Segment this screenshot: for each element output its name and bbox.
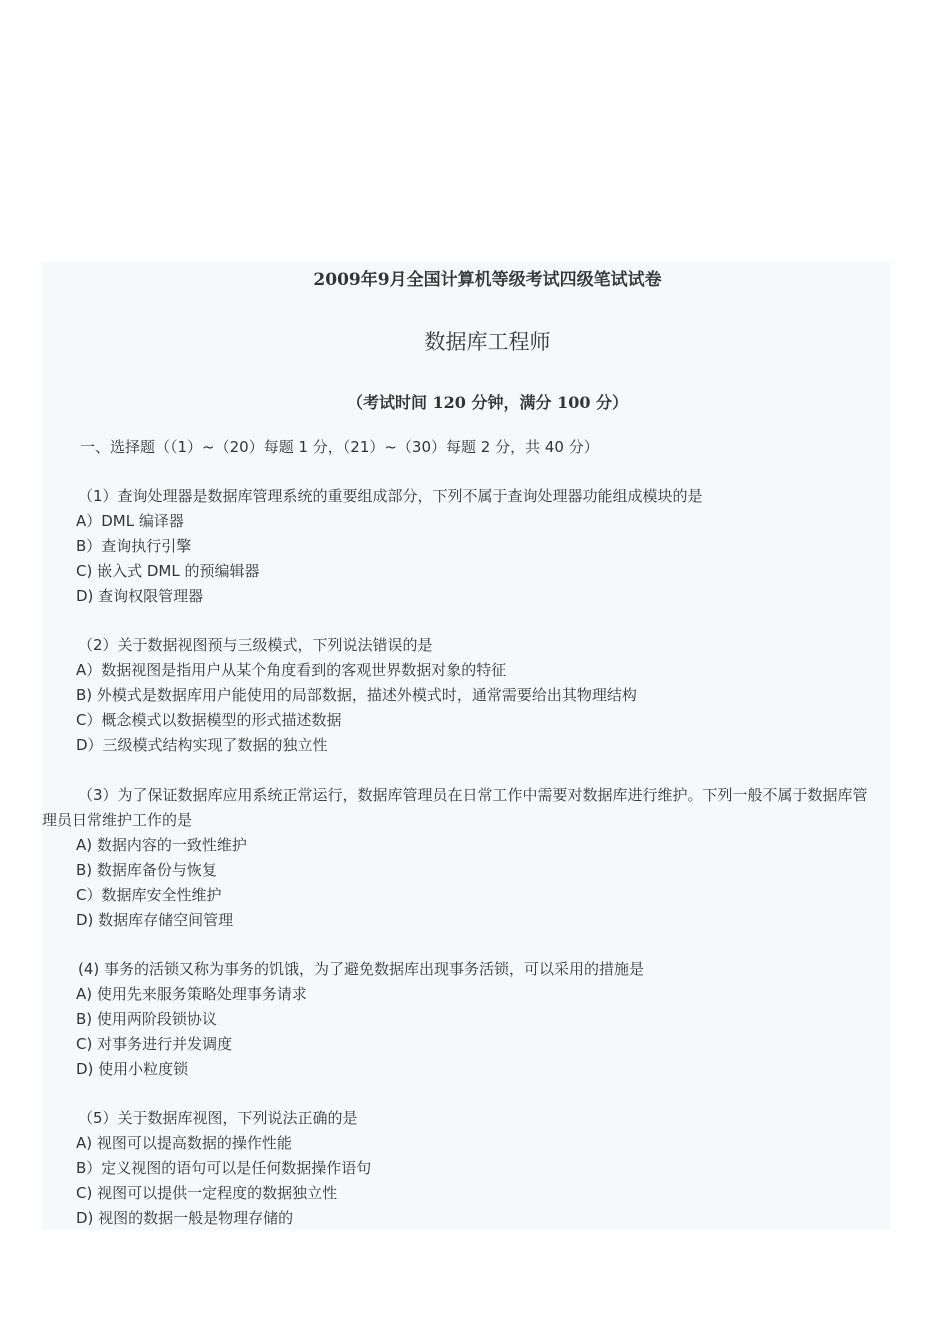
option-d: D) 使用小粒度锁 xyxy=(76,1060,189,1078)
question-5 xyxy=(42,1106,882,1231)
question-stem: (4) 事务的活锁又称为事务的饥饿，为了避免数据库出现事务活锁，可以采用的措施是 xyxy=(78,960,645,978)
question-stem: （3）为了保证数据库应用系统正常运行，数据库管理员在日常工作中需要对数据库进行维护。下列一般不属于数据库管理员日常维护工作的是 xyxy=(42,786,868,829)
option-b: B）定义视图的语句可以是任何数据操作语句 xyxy=(76,1159,372,1177)
question-stem: （5）关于数据库视图，下列说法正确的是 xyxy=(78,1109,358,1127)
question-stem: （1）查询处理器是数据库管理系统的重要组成部分，下列不属于查询处理器功能组成模块的是 xyxy=(78,487,703,505)
option-c: C）数据库安全性维护 xyxy=(76,886,222,904)
option-d: D）三级模式结构实现了数据的独立性 xyxy=(76,736,328,754)
option-b: B) 外模式是数据库用户能使用的局部数据，描述外模式时，通常需要给出其物理结构 xyxy=(76,686,637,704)
option-a: A) 使用先来服务策略处理事务请求 xyxy=(76,985,307,1003)
option-c: C) 对事务进行并发调度 xyxy=(76,1035,233,1053)
option-b: B）查询执行引擎 xyxy=(76,537,192,555)
option-c: C) 视图可以提供一定程度的数据独立性 xyxy=(76,1184,338,1202)
option-c: C）概念模式以数据模型的形式描述数据 xyxy=(76,711,342,729)
question-stem: （2）关于数据视图预与三级模式，下列说法错误的是 xyxy=(78,636,433,654)
question-1 xyxy=(42,484,882,609)
option-d: D) 视图的数据一般是物理存储的 xyxy=(76,1209,294,1227)
option-a: A) 数据内容的一致性维护 xyxy=(76,836,247,854)
option-a: A) 视图可以提高数据的操作性能 xyxy=(76,1134,292,1152)
exam-subtitle: 数据库工程师 xyxy=(424,330,551,354)
option-b: B) 使用两阶段锁协议 xyxy=(76,1010,217,1028)
question-3 xyxy=(42,783,882,933)
option-a: A）数据视图是指用户从某个角度看到的客观世界数据对象的特征 xyxy=(76,661,507,679)
section-heading: 一、选择题（（1）~（20）每题 1 分，（21）~（30）每题 2 分，共 40 分） xyxy=(80,438,599,456)
exam-time-note: （考试时间 120 分钟，满分 100 分） xyxy=(346,393,629,412)
option-b: B) 数据库备份与恢复 xyxy=(76,861,217,879)
option-d: D) 数据库存储空间管理 xyxy=(76,911,234,929)
option-a: A）DML 编译器 xyxy=(76,512,184,530)
question-2 xyxy=(42,633,882,758)
option-d: D) 查询权限管理器 xyxy=(76,587,204,605)
exam-title: 2009年9月全国计算机等级考试四级笔试试卷 xyxy=(313,270,662,290)
question-4 xyxy=(42,957,882,1082)
option-c: C) 嵌入式 DML 的预编辑器 xyxy=(76,562,260,580)
